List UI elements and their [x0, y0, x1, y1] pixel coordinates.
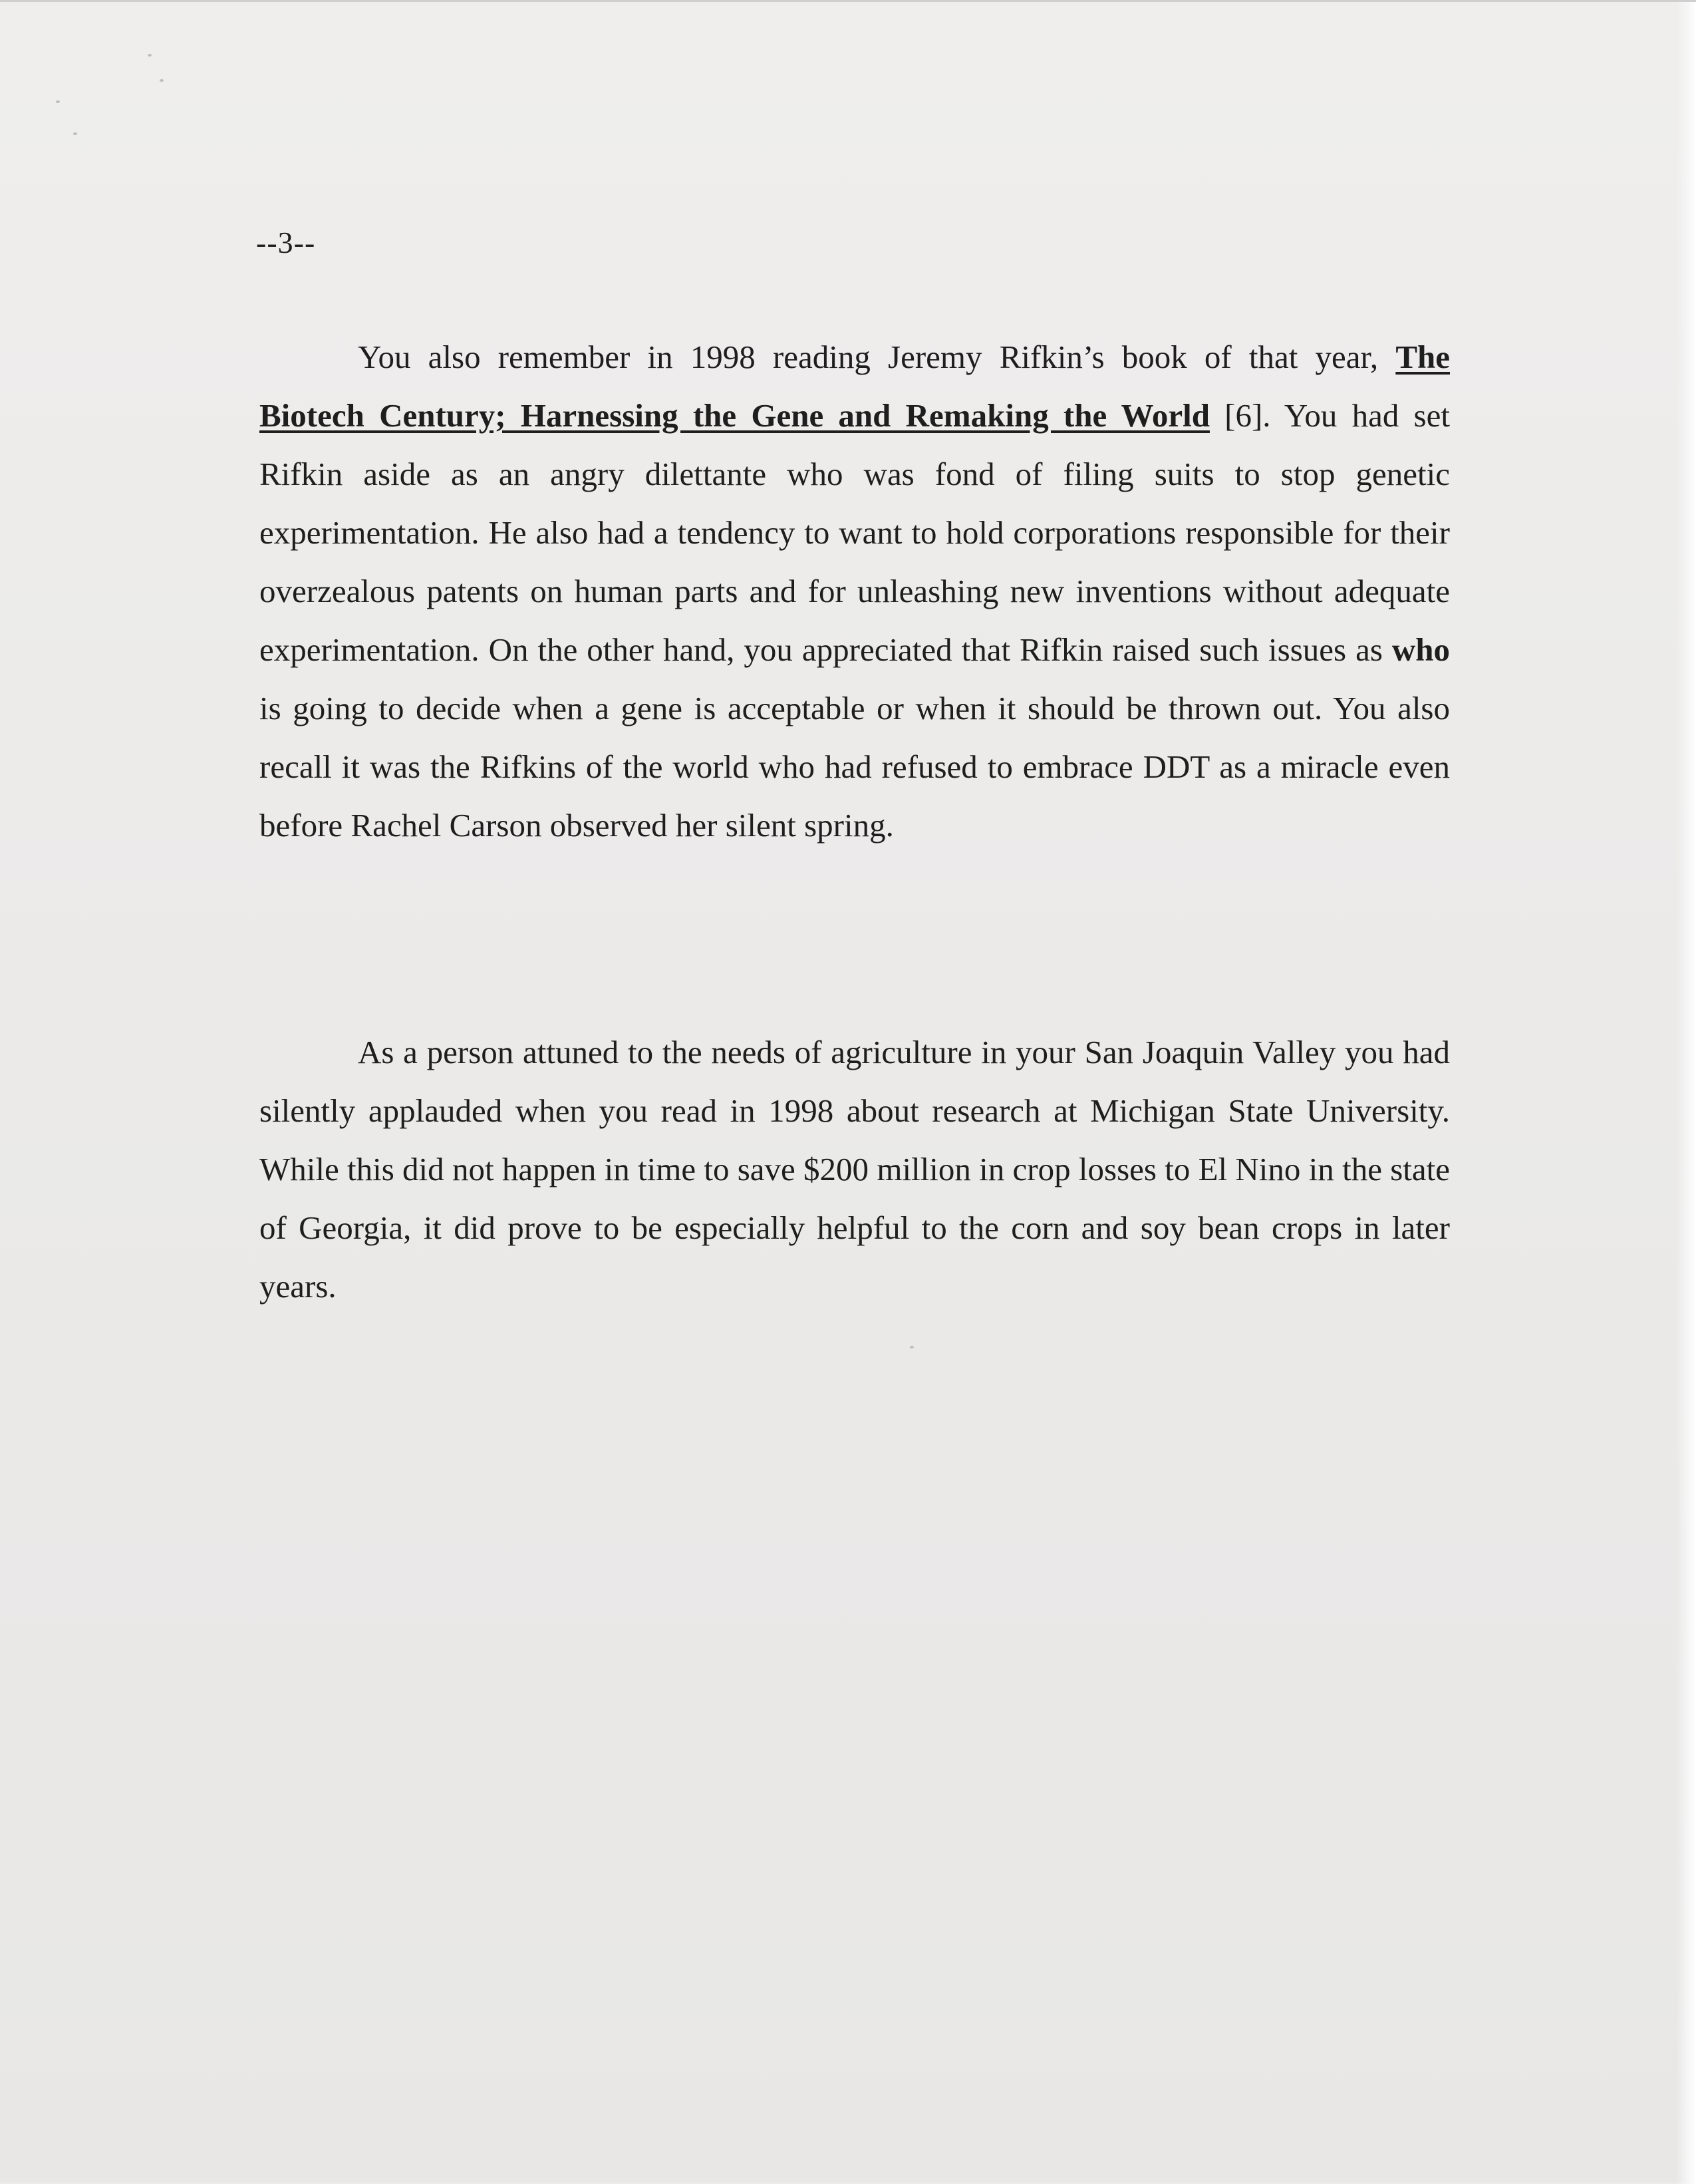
paragraph-body-text-end: is going to decide when a gene is acceptable or when it should be thrown out. You also recall it was the Rifkins of the world who had refused to embrace DDT as a miracle even before Rachel Carson observed her silent spring.	[259, 690, 1450, 844]
paragraph-body-text: You had set Rifkin aside as an angry dilettante who was fond of filing suits to stop genetic experimentation. He also had a tendency to want to hold corporations responsible for their overzealous patents on human parts and for unleashing new inventions without adequate experimentation. On the other hand, you appreciated that Rifkin raised such issues as	[259, 397, 1450, 668]
paragraph-agriculture-text: As a person attuned to the needs of agriculture in your San Joaquin Valley you had silently applauded when you read in 1998 about research at Michigan State University. While this did not happen in time to save $200 million in crop losses to El Nino in the state of Georgia, it did prove to be especially helpful to the corn and soy bean crops in later years.	[259, 1034, 1450, 1305]
scan-speck	[160, 79, 164, 82]
scan-speck	[148, 54, 152, 57]
page-number: --3--	[256, 226, 316, 259]
scan-speck	[73, 132, 77, 135]
paragraph-agriculture	[259, 1023, 1450, 1316]
scan-speck	[56, 100, 60, 103]
book-title: The Biotech Century; Harnessing the Gene and Remaking the World	[259, 339, 1450, 434]
emphasis-who: who	[1391, 631, 1450, 668]
scan-speck	[910, 1346, 914, 1348]
paragraph-rifkin	[259, 328, 1450, 855]
paragraph-intro-text: You also remember in 1998 reading Jeremy Rifkin’s book of that year,	[358, 339, 1396, 375]
page-edge-shadow	[1676, 2, 1696, 2184]
citation-text: [6].	[1209, 397, 1284, 434]
